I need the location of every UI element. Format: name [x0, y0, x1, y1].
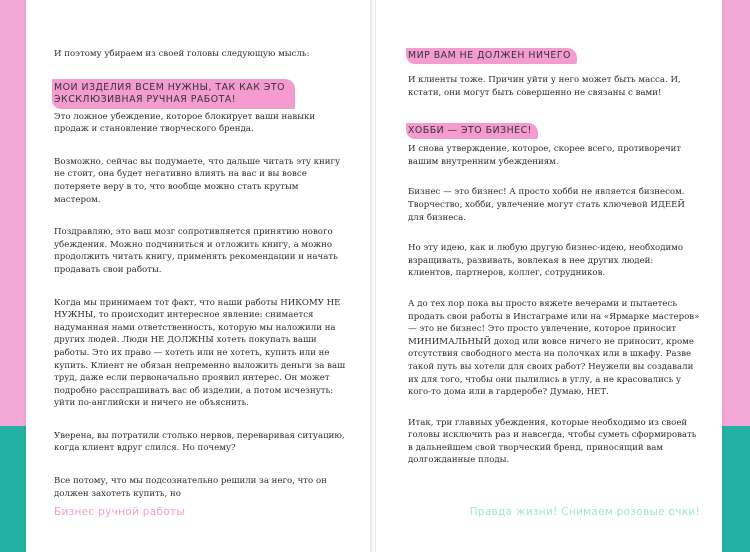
paragraph: А до тех пор пока вы просто вяжете вечерами и пытаетесь продать свои работы в Инстаграме или на «Ярмарке мастеров» — это не бизнес! Это просто увлечение, которое приносит МИНИМАЛЬНЫЙ доход или вовсе ничего не приносит, кроме отсутствия свободного места на полочках или в шкафу. Разве такой путь вы хотели для своих работ? Неужели вы создавали их для того, чтобы они пылились в углу, а не красовались у кого-то дома или в гардеробе? Думаю, НЕТ. [408, 298, 700, 398]
right-page [376, 0, 722, 552]
section-heading-block [406, 48, 700, 64]
section-heading-highlight [52, 79, 295, 109]
paragraph: Бизнес — это бизнес! А просто хобби не является бизнесом. Творчество, хобби, увлечение могут стать ключевой ИДЕЕЙ для бизнеса. [408, 187, 685, 223]
page-number: 15 [707, 501, 723, 518]
running-title: Правда жизни! Снимаем розовые очки! [469, 506, 700, 518]
section-heading-block [406, 123, 700, 139]
intro-paragraph: И поэтому убираем из своей головы следующую мысль: [54, 49, 310, 59]
section-heading-line-2: ЭКСКЛЮЗИВНАЯ РУЧНАЯ РАБОТА! [54, 93, 237, 105]
section-heading-line-1: МОИ ИЗДЕЛИЯ ВСЕМ НУЖНЫ, ТАК КАК ЭТО [54, 81, 286, 93]
page-number: 14 [25, 501, 41, 518]
paragraph: И клиенты тоже. Причин уйти у него может быть масса. И, кстати, они могут быть совершенно не связаны с вами! [408, 75, 681, 98]
running-title: Бизнес ручной работы [54, 506, 185, 518]
section-heading-highlight: МИР ВАМ НЕ ДОЛЖЕН НИЧЕГО [406, 48, 577, 64]
paragraph: Это ложное убеждение, которое блокирует ваши навыки продаж и становление творческого бренда. [54, 111, 316, 135]
paragraph: Поздравляю, это ваш мозг сопротивляется принятию нового убеждения. Можно подчиниться и отложить книгу, а можно продолжить читать книгу, применять рекомендации и начать продавать свои работы. [54, 227, 338, 275]
section-heading-block [52, 79, 346, 109]
right-page-text-column [408, 48, 700, 480]
paragraph: Возможно, сейчас вы подумаете, что дальше читать эту книгу не стоит, она будет негативно влиять на вас и вы вовсе потеряете веру в то, что вообще можно стать крутым мастером. [54, 156, 341, 205]
section-heading-highlight: ХОББИ — ЭТО БИЗНЕС! [406, 123, 538, 139]
paragraph: Все потому, что мы подсознательно решили за него, что он должен захотеть купить, но [54, 476, 327, 499]
paragraph: И снова утверждение, которое, скорее всего, противоречит вашим внутренним убеждениям. [408, 144, 682, 167]
paragraph: Когда мы принимаем тот факт, что наши работы НИКОМУ НЕ НУЖНЫ, то происходит интересное явление: снимается надуманная нами ответственность, которую мы наложили на других людей. Люди НЕ ДОЛЖНЫ хотеть покупать ваши работы. Это их право — хотеть или не хотеть, купить или не купить. Клиент не обязан непременно выложить деньги за ваш труд, даже если первоначально проявил интерес. Он может подробно расспрашивать вас об изделии, а потом исчезнуть: уйти по-английски и ничего не объяснить. [54, 297, 346, 409]
left-page [26, 0, 372, 552]
left-page-text-column [54, 48, 346, 513]
paragraph: Уверена, вы потратили столько нервов, переваривая ситуацию, когда клиент вдруг слился. Но почему? [54, 430, 345, 454]
paragraph: Итак, три главных убеждения, которые необходимо из своей головы исключить раз и навсегда, чтобы суметь сформировать в дальнейшем свой творческий бренд, приносящий вам долгожданные плоды. [408, 417, 697, 466]
paragraph: Но эту идею, как и любую другую бизнес-идею, необходимо взращивать, развивать, вовлекая в нее других людей: клиентов, партнеров, коллег, сотрудников. [408, 243, 684, 279]
